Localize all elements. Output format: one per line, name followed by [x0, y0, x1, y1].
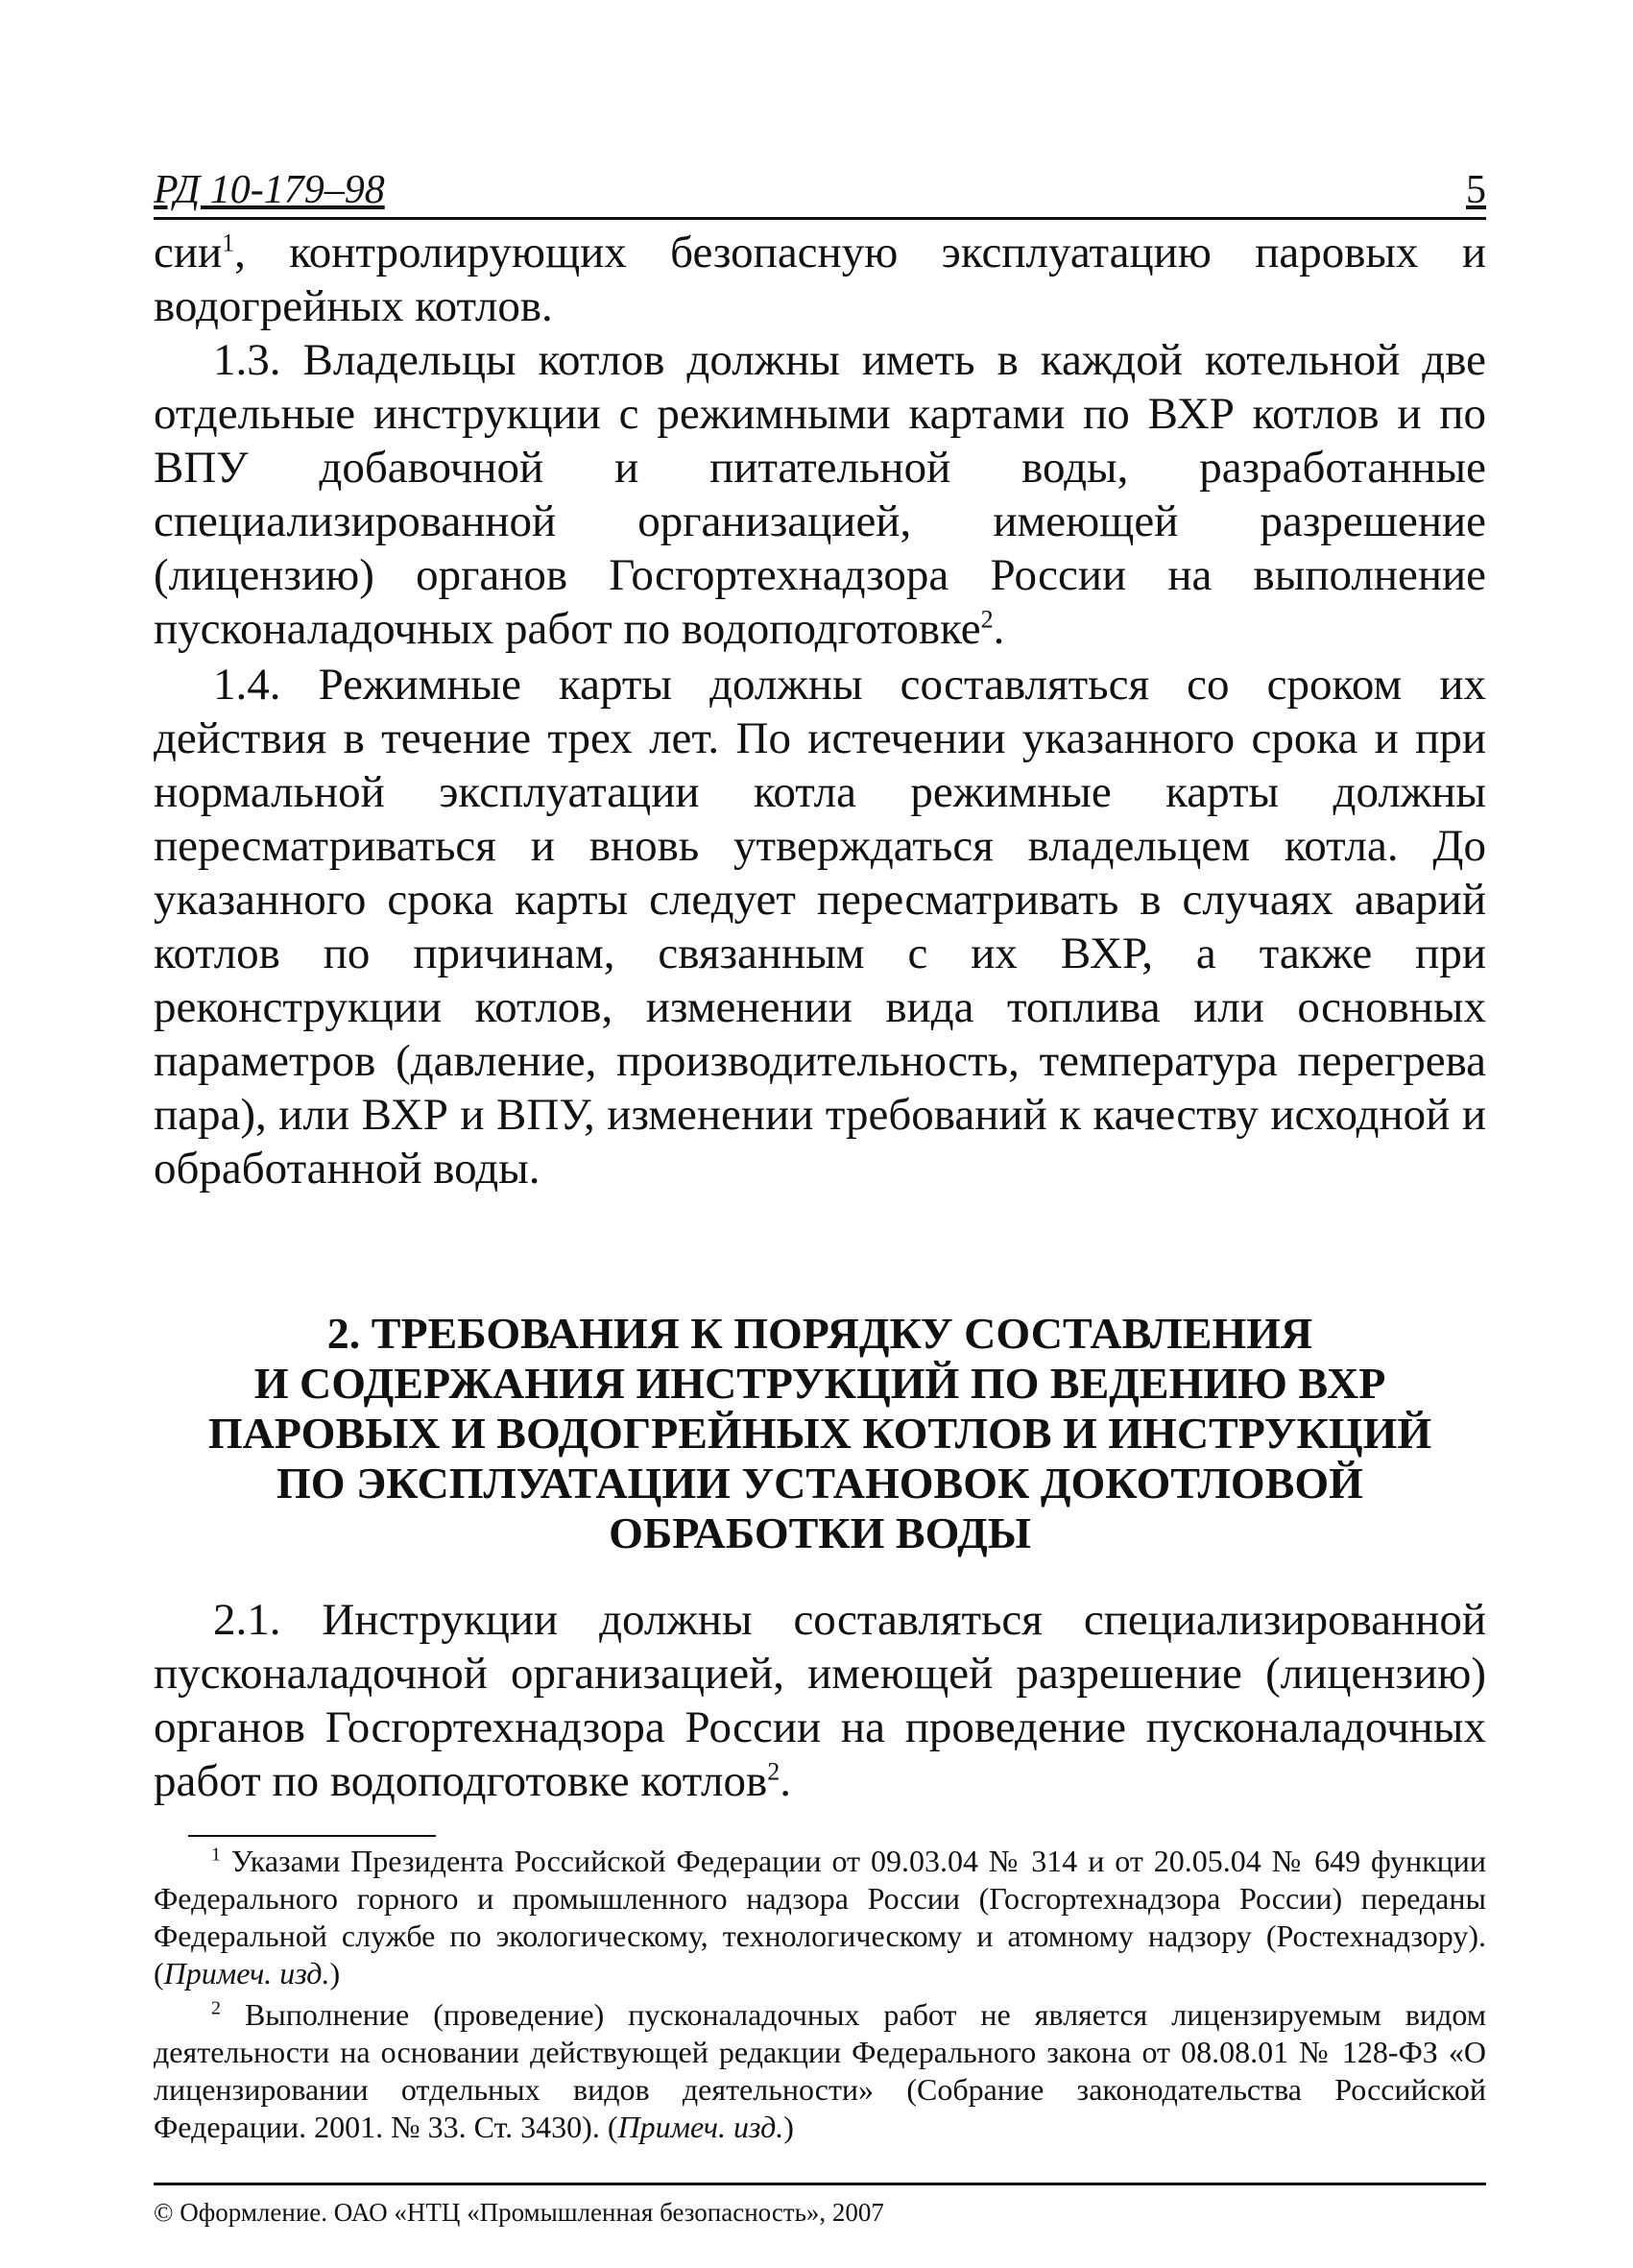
copyright-notice: © Оформление. ОАО «НТЦ «Промышленная безопасность», 2007 [154, 2198, 884, 2227]
paragraph-continued: сии$^1$, контролирующих безопасную эксплуатацию паровых и водогрейных котлов. [154, 228, 1486, 331]
paragraph-1-4: 1.4. Режимные карты должны составляться со сроком их действия в течение трех лет. По истечении указанного срока и при нормальной эксплуатации котла режимные карты должны пересматриваться и вновь утверждаться владельцем котла. До указанного срока карты следует пересматривать в случаях аварий котлов по причинам, связанным с их ВХР, а также при реконструкции котлов, изменении вида топлива или основных параметров (давление, производительность, температура перегрева пара), или ВХР и ВПУ, изменении требований к качеству исходной и обработанной воды. [154, 660, 1486, 1194]
footnote-2: $^2$ Выполнение (проведение) пусконаладочных работ не является лицензируемым видом деятельности на основании действующей редакции Федерального закона от 08.08.01 № 128-ФЗ «О лицензировании отдельных видов деятельности» (Собрание законодательства Российской Федерации. 2001. № 33. Ст. 3430). (Примеч. изд.) [154, 1997, 1486, 2144]
footnotes [154, 1835, 1486, 2146]
footer-rule [154, 2183, 1486, 2185]
section-heading-line: И СОДЕРЖАНИЯ ИНСТРУКЦИЙ ПО ВЕДЕНИЮ ВХР [253, 1359, 1386, 1408]
page-number: 5 [1466, 168, 1486, 212]
section-heading-line: ПАРОВЫХ И ВОДОГРЕЙНЫХ КОТЛОВ И ИНСТРУКЦИЙ [207, 1409, 1432, 1458]
section-heading-line: ПО ЭКСПЛУАТАЦИИ УСТАНОВОК ДОКОТЛОВОЙ [276, 1459, 1363, 1508]
section-heading-line: ОБРАБОТКИ ВОДЫ [609, 1508, 1031, 1557]
footnote-ref-2: 2 [767, 1757, 780, 1786]
document-code: РД 10-179–98 [154, 168, 385, 212]
footnote-ref-2: 2 [980, 605, 994, 634]
footnote-ref-1: 1 [222, 229, 235, 257]
section-heading-line: 2. ТРЕБОВАНИЯ К ПОРЯДКУ СОСТАВЛЕНИЯ [326, 1309, 1313, 1358]
running-header [154, 154, 1486, 220]
paragraph-2-1: 2.1. Инструкции должны составляться специализированной пусконаладочной организацией, имеющей разрешение (лицензию) органов Госгортехнадзора России на проведение пусконаладочных работ по водоподготовке котлов$^2$. [154, 1595, 1486, 1806]
document-page [154, 154, 1486, 2228]
body-text [154, 226, 1486, 1808]
footnote-separator [188, 1835, 436, 1837]
paragraph-1-3: 1.3. Владельцы котлов должны иметь в каждой котельной две отдельные инструкции с режимными картами по ВХР котлов и по ВПУ добавочной и питательной воды, разработанные специализированной организацией, имеющей разрешение (лицензию) органов Госгортехнадзора России на выполнение пусконаладочных работ по водоподготовке$^2$. [154, 335, 1486, 654]
section-heading [154, 1309, 1486, 1558]
footnote-1: $^1$ Указами Президента Российской Федерации от 09.03.04 № 314 и от 20.05.04 № 649 функции Федерального горного и промышленного надзора России (Госгортехнадзора России) переданы Федеральной службе по экологическому, технологическому и атомному надзору (Ростехнадзору). (Примеч. изд.) [154, 1844, 1486, 1991]
